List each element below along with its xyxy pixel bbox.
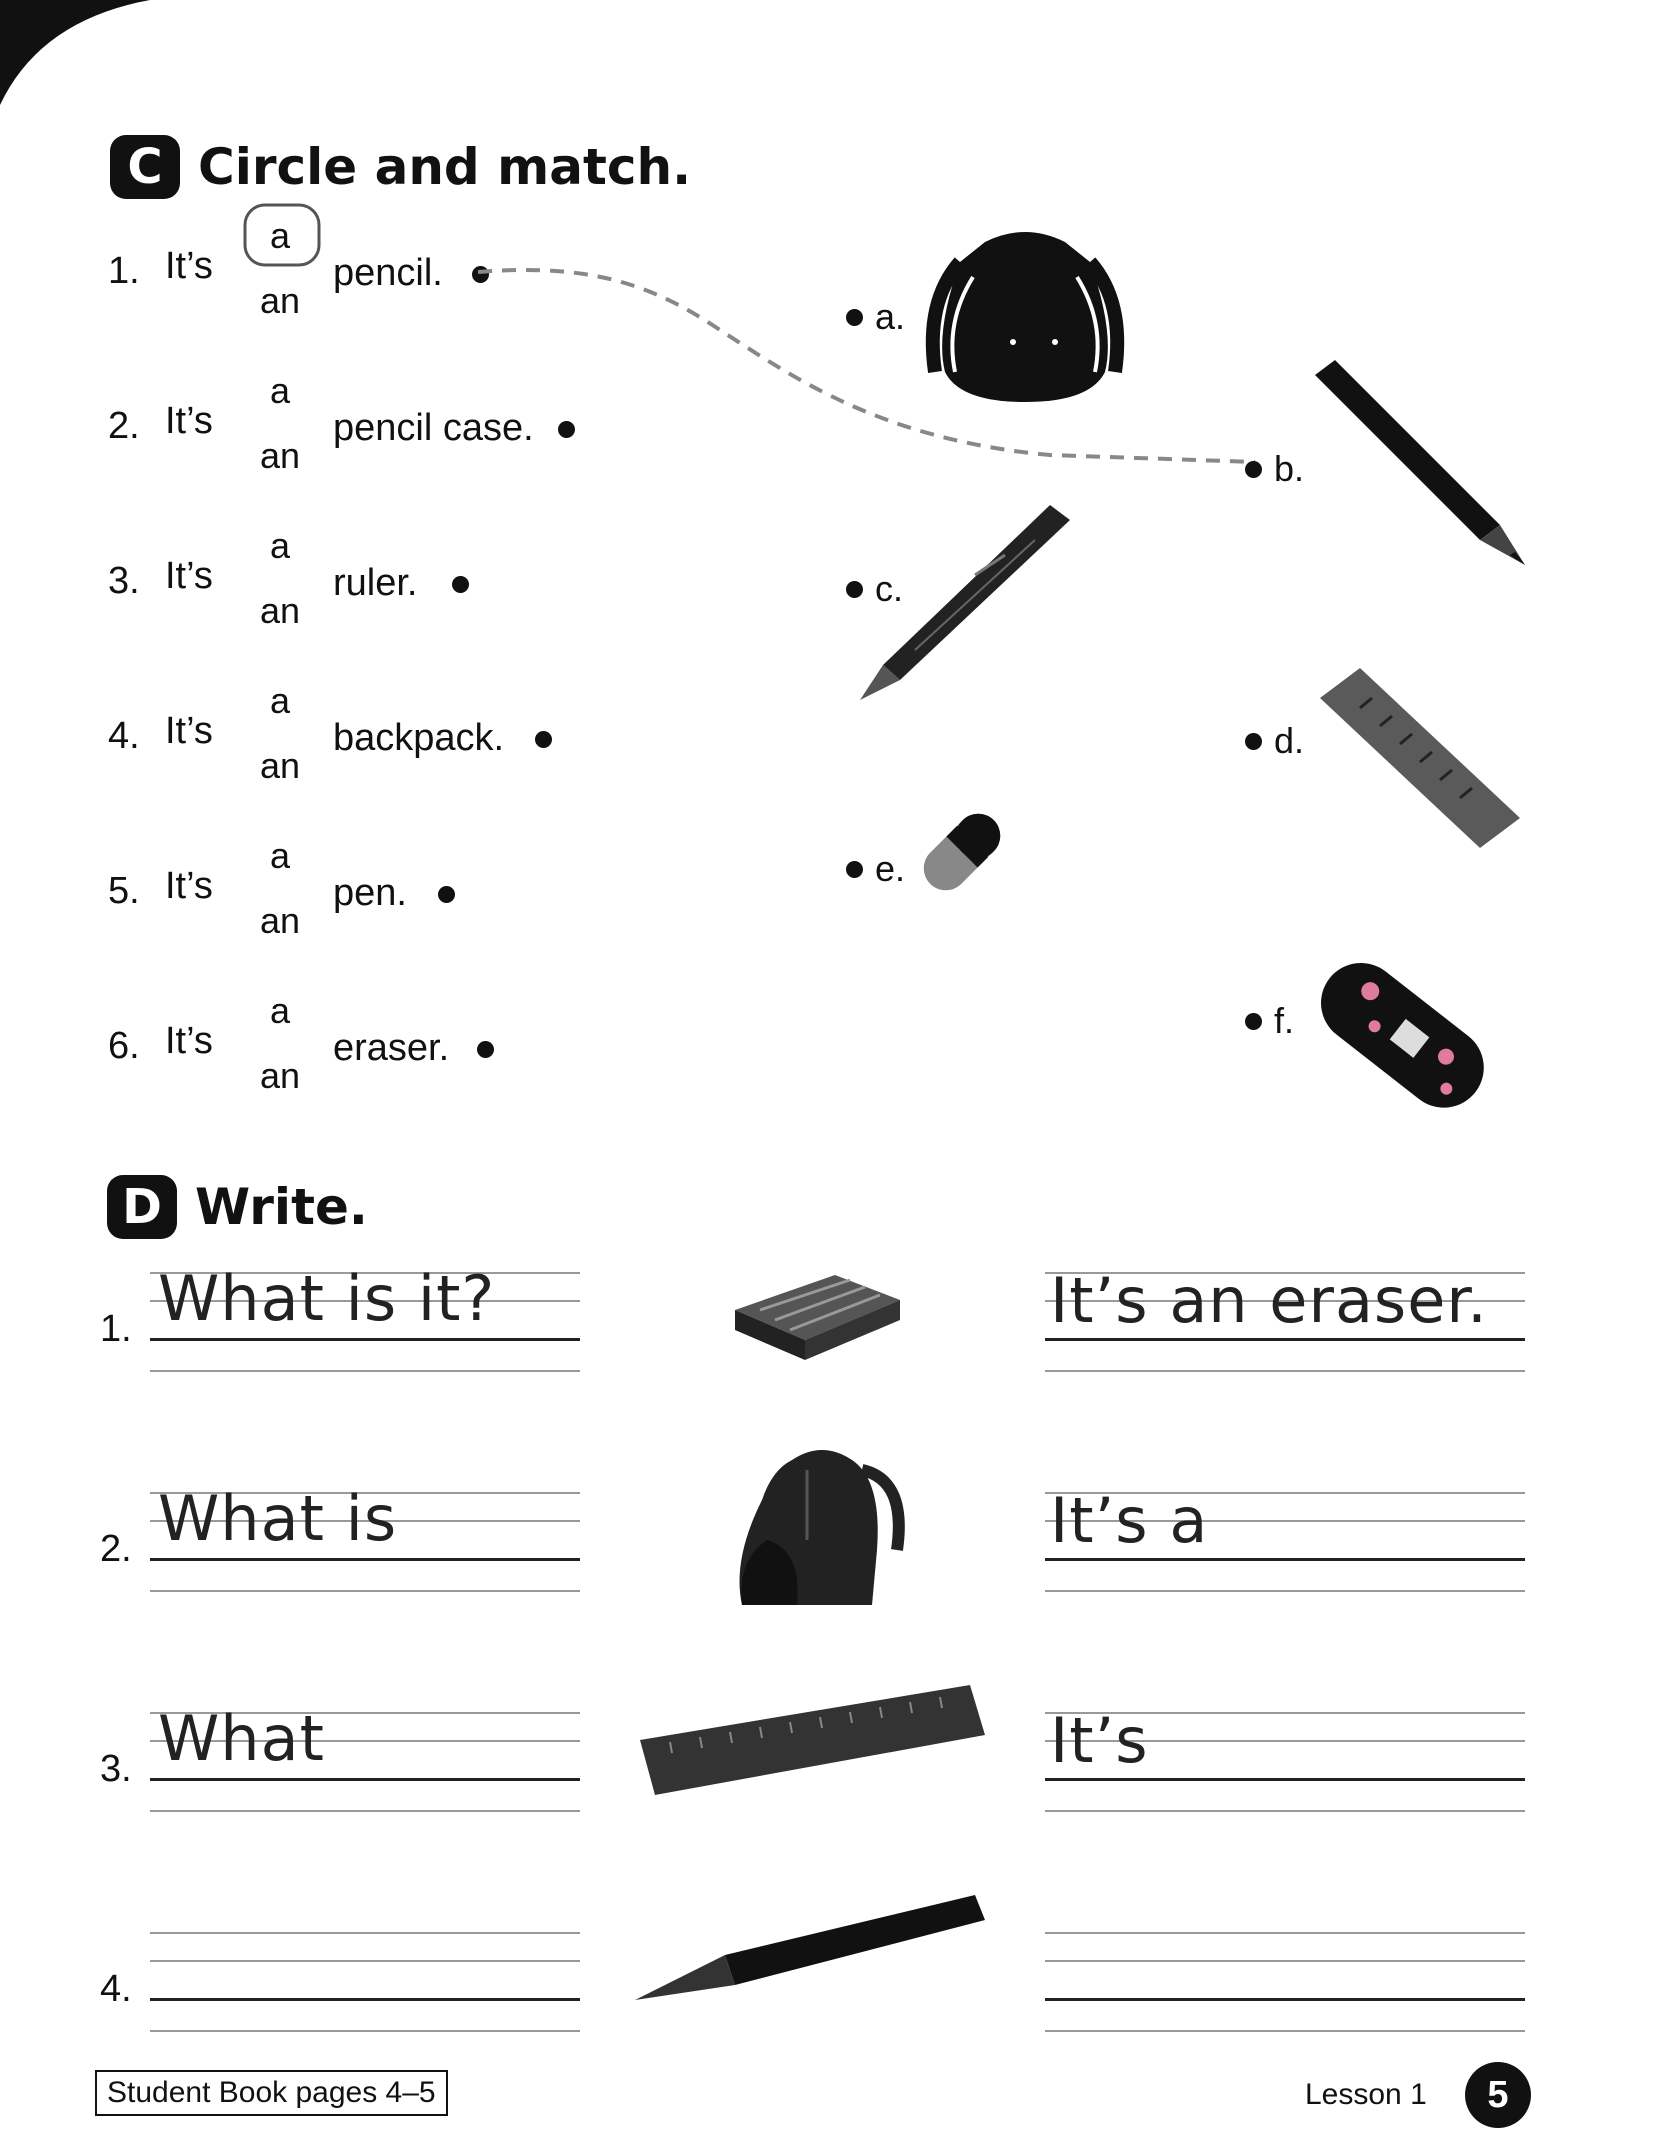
- write-number: 4.: [100, 1968, 132, 2010]
- match-dot[interactable]: [1245, 1013, 1262, 1030]
- article-option-a[interactable]: a: [269, 835, 291, 876]
- article-option-a[interactable]: a: [269, 215, 291, 256]
- article-option-an[interactable]: an: [259, 280, 301, 321]
- question-number: 3.: [108, 560, 140, 602]
- match-dot[interactable]: [477, 1041, 494, 1058]
- article-option-an[interactable]: an: [259, 900, 301, 941]
- question-number: 4.: [108, 715, 140, 757]
- article-option-an[interactable]: an: [259, 435, 301, 476]
- section-d-header: [107, 1175, 368, 1239]
- question-trace-text[interactable]: What is it?: [158, 1262, 496, 1335]
- corner-decoration: [0, 0, 150, 110]
- match-dot[interactable]: [438, 886, 455, 903]
- match-dot[interactable]: [1245, 733, 1262, 750]
- option-label: c.: [875, 568, 904, 609]
- section-d-badge: D: [107, 1175, 177, 1239]
- option-label: e.: [875, 848, 906, 889]
- article-option-a[interactable]: a: [269, 525, 291, 566]
- its-label: It’s: [165, 710, 213, 752]
- section-d-title: Write.: [195, 1178, 368, 1236]
- answer-trace-text[interactable]: It’s a: [1050, 1484, 1209, 1557]
- option-label: b.: [1274, 448, 1305, 489]
- question-noun: ruler.: [333, 562, 418, 604]
- match-dot[interactable]: [472, 266, 489, 283]
- answer-trace-text[interactable]: It’s an eraser.: [1050, 1264, 1488, 1337]
- its-label: It’s: [165, 865, 213, 907]
- question-noun: pen.: [333, 872, 407, 914]
- match-dot[interactable]: [846, 309, 863, 326]
- article-option-a[interactable]: a: [269, 680, 291, 721]
- article-option-an[interactable]: an: [259, 590, 301, 631]
- option-label: a.: [875, 296, 906, 337]
- article-option-an[interactable]: an: [259, 1055, 301, 1096]
- match-dot[interactable]: [535, 731, 552, 748]
- answer-trace-text[interactable]: It’s: [1050, 1704, 1149, 1777]
- question-number: 2.: [108, 405, 140, 447]
- pen-icon: [855, 500, 1085, 705]
- its-label: It’s: [165, 400, 213, 442]
- its-label: It’s: [165, 245, 213, 287]
- option-d[interactable]: [1245, 720, 1304, 762]
- lesson-label: Lesson 1: [1305, 2078, 1427, 2111]
- article-option-an[interactable]: an: [259, 745, 301, 786]
- its-label: It’s: [165, 1020, 213, 1062]
- question-noun: pencil.: [333, 252, 443, 294]
- question-number: 6.: [108, 1025, 140, 1067]
- eraser-block-icon: [730, 1275, 905, 1360]
- pencil-d-icon: [630, 1890, 990, 2005]
- book-reference: Student Book pages 4–5: [95, 2070, 448, 2116]
- option-label: d.: [1274, 720, 1305, 761]
- backpack-icon: [915, 222, 1135, 407]
- option-label: f.: [1274, 1000, 1295, 1041]
- write-number: 3.: [100, 1748, 132, 1790]
- question-trace-text[interactable]: What is: [158, 1482, 398, 1555]
- match-dot[interactable]: [452, 576, 469, 593]
- ruler-icon: [1320, 668, 1520, 853]
- article-option-a[interactable]: a: [269, 990, 291, 1031]
- page-number: 5: [1465, 2062, 1531, 2128]
- section-c-badge: C: [110, 135, 180, 199]
- match-dot[interactable]: [846, 861, 863, 878]
- article-option-a[interactable]: a: [269, 370, 291, 411]
- write-number: 2.: [100, 1528, 132, 1570]
- question-noun: eraser.: [333, 1027, 450, 1069]
- option-a[interactable]: [846, 296, 905, 338]
- question-trace-text[interactable]: What: [158, 1702, 325, 1775]
- question-number: 5.: [108, 870, 140, 912]
- pencil-case-icon: [1305, 940, 1500, 1130]
- option-b[interactable]: [1245, 448, 1304, 490]
- option-e[interactable]: [846, 848, 905, 890]
- question-number: 1.: [108, 250, 140, 292]
- pencil-icon: [1300, 360, 1540, 575]
- match-dot[interactable]: [1245, 461, 1262, 478]
- question-noun: pencil case.: [333, 407, 534, 449]
- section-c-title: Circle and match.: [198, 138, 692, 196]
- option-f[interactable]: [1245, 1000, 1294, 1042]
- eraser-icon: [912, 802, 1012, 902]
- match-dot[interactable]: [558, 421, 575, 438]
- section-c-header: [110, 135, 691, 199]
- write-number: 1.: [100, 1308, 132, 1350]
- backpack-d-icon: [722, 1440, 912, 1615]
- question-noun: backpack.: [333, 717, 505, 759]
- its-label: It’s: [165, 555, 213, 597]
- ruler-d-icon: [640, 1685, 985, 1810]
